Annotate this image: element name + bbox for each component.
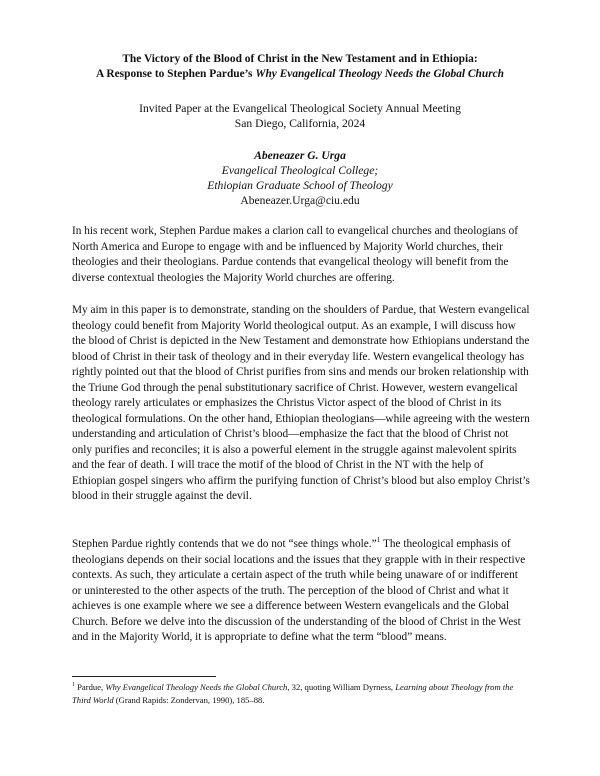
paragraph-text [72,537,530,646]
footnote-number: 1 [72,682,75,689]
footnote-1 [72,681,530,706]
title-line-2-prefix: A Response to Stephen Pardue’s [95,68,256,80]
footnote-suffix: (Grand Rapids: Zondervan, 1990), 185–88. [113,694,265,705]
paragraph-text-end: The theological emphasis of theologians depends on their social locations and the issues that they grapple with in their respective contexts. As such, they articulate a certain aspect of the truth while being unaware of or indifferent or uninterested to the other aspects of the truth. The perception of the blood of Christ and what it achieves is one example where we see a difference between Western evangelicals and the Global Church. Before we delve into the discussion of the understanding of the blood of Christ in the West and in the Majority World, it is appropriate to define what the term “blood” means. [72,538,526,643]
author-affiliation-1: Evangelical Theological College; [221,164,379,177]
footnote-book-1: Why Evangelical Theology Needs the Global Church [105,682,288,692]
venue-line-1: Invited Paper at the Evangelical Theological Society Annual Meeting [139,102,461,115]
title-book-name: Why Evangelical Theology Needs the Global Church [255,68,505,80]
author-name: Abeneazer G. Urga [254,149,346,162]
footnote-book-2: Learning about Theology from the Third World [72,682,514,705]
body-paragraph-2 [72,303,530,505]
author-affiliation-2: Ethiopian Graduate School of Theology [207,179,393,192]
paragraph-text-start: Stephen Pardue rightly contends that we do not “see things whole.” [72,538,377,550]
paper-title [60,52,540,82]
venue-line-2: San Diego, California, 2024 [234,117,366,130]
footnote-prefix: Pardue, [75,682,106,692]
title-line-2 [60,67,540,82]
body-paragraph-3 [72,537,530,646]
title-line-1: The Victory of the Blood of Christ in the New Testament and in Ethiopia: [122,53,478,65]
paragraph-text: My aim in this paper is to demonstrate, standing on the shoulders of Pardue, that Western evangelical theology could benefit from Majority World theological output. As an example, I will discuss how the blood of Christ is depicted in the New Testament and demonstrate how Ethiopians understand the blood of Christ in their task of theology and in their everyday life. Western evangelical theology has rightly pointed out that the blood of Christ purifies from sins and mends our broken relationship with the Triune God through the penal substitutionary sacrifice of Christ. However, western evangelical theology rarely articulates or emphasizes the Christus Victor aspect of the blood of Christ in its theological formulations. On the other hand, Ethiopian theologians—while agreeing with the western understanding and articulation of Christ’s blood—emphasize the fact that the blood of Christ not only purifies and reconciles; it is also a powerful element in the struggle against malevolent spirits and the fear of death. I will trace the motif of the blood of Christ in the NT with the help of Ethiopian gospel singers who affirm the purifying function of Christ’s blood but also employ Christ’s blood in their struggle against the devil. [72,304,530,502]
paragraph-text: In his recent work, Stephen Pardue makes a clarion call to evangelical churches and theologians of North America and Europe to engage with and be influenced by Majority World churches, their theologies and their theologians. Pardue contends that evangelical theology will benefit from the diverse contextual theologies the Majority World churches are offering. [72,225,519,284]
body-paragraph-1 [72,224,530,286]
footnote-middle: , 32, quoting William Dyrness, [287,682,396,692]
footnote-reference[interactable]: 1 [376,535,381,545]
author-email: Abeneazer.Urga@ciu.edu [240,194,360,207]
footnote-divider [72,676,216,677]
